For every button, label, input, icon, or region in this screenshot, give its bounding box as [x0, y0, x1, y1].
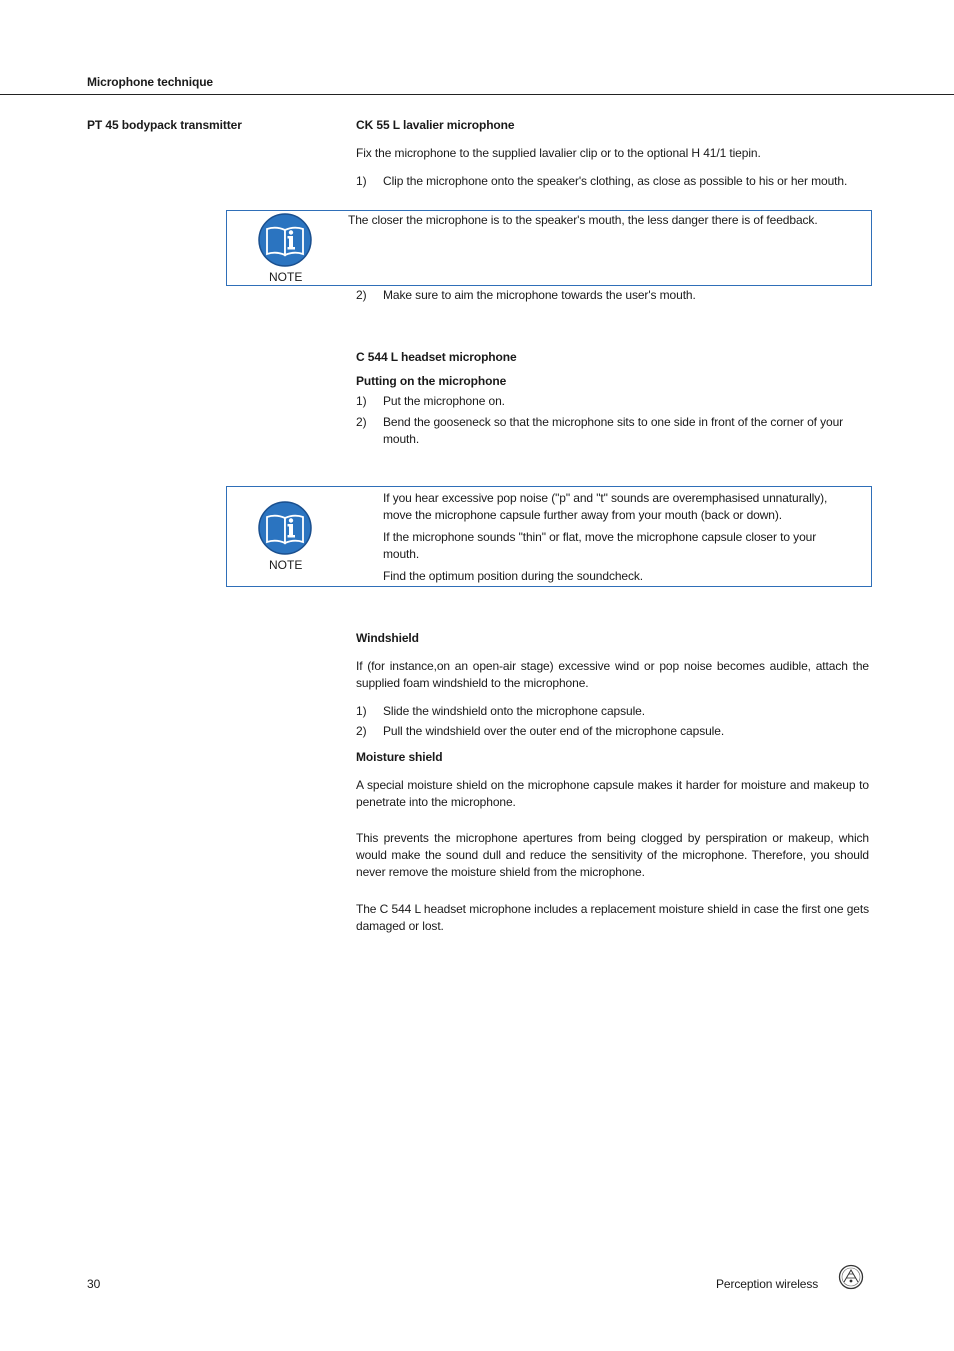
note-label: NOTE [269, 558, 303, 572]
c544-heading: C 544 L headset microphone [356, 350, 517, 364]
ck55-step-1 [356, 173, 869, 207]
note-label: NOTE [269, 270, 303, 284]
moisture-heading: Moisture shield [356, 750, 443, 764]
moisture-paragraph-3: The C 544 L headset microphone includes a replacement moisture shield in case the first one gets damaged or lost. [356, 902, 869, 933]
note-box-feedback [226, 210, 872, 286]
ck55-step-2 [356, 287, 869, 304]
step-number: 1) [356, 394, 367, 408]
info-book-icon [258, 213, 312, 267]
c544-step-2 [356, 414, 869, 448]
step-text: Bend the gooseneck so that the microphone sits to one side in front of the corner of your mouth. [383, 415, 844, 446]
note-paragraph-1: If you hear excessive pop noise ("p" and "t" sounds are overemphasised unnaturally), move the microphone capsule further away from your mouth (back or down). [383, 491, 828, 522]
akg-logo-icon [838, 1264, 864, 1290]
header-rule [0, 94, 954, 95]
windshield-step-1 [356, 703, 869, 720]
footer-product: Perception wireless [716, 1277, 819, 1291]
step-text: Pull the windshield over the outer end of the microphone capsule. [383, 724, 725, 738]
c544-step-1 [356, 393, 869, 410]
step-number: 2) [356, 415, 367, 429]
step-text: Slide the windshield onto the microphone capsule. [383, 704, 645, 718]
step-number: 1) [356, 704, 367, 718]
moisture-paragraph-2: This prevents the microphone apertures from being clogged by perspiration or makeup, which would make the sound dull and reduce the sensitivity of the microphone. Therefore, you should never remove the moisture shield from the microphone. [356, 831, 869, 879]
step-text: Make sure to aim the microphone towards the user's mouth. [383, 288, 696, 302]
note-text: The closer the microphone is to the speaker's mouth, the less danger there is of feedback. [348, 213, 818, 227]
ck55-intro: Fix the microphone to the supplied lavalier clip or to the optional H 41/1 tiepin. [356, 146, 761, 160]
ck55-heading: CK 55 L lavalier microphone [356, 118, 515, 132]
step-number: 1) [356, 174, 367, 188]
windshield-heading: Windshield [356, 631, 419, 645]
info-book-icon [258, 501, 312, 555]
section-title: Microphone technique [87, 75, 214, 89]
note-box-positioning [226, 486, 872, 587]
left-heading: PT 45 bodypack transmitter [87, 118, 242, 132]
step-text: Put the microphone on. [383, 394, 505, 408]
c544-subheading: Putting on the microphone [356, 374, 507, 388]
windshield-step-2 [356, 723, 869, 740]
note-paragraph-3: Find the optimum position during the soundcheck. [383, 569, 644, 583]
moisture-paragraph-1: A special moisture shield on the microphone capsule makes it harder for moisture and makeup to penetrate into the microphone. [356, 778, 869, 809]
note-paragraph-2: If the microphone sounds "thin" or flat, move the microphone capsule closer to your mouth. [383, 530, 817, 561]
step-number: 2) [356, 288, 367, 302]
step-number: 2) [356, 724, 367, 738]
page-number: 30 [87, 1277, 101, 1291]
windshield-intro: If (for instance,on an open-air stage) excessive wind or pop noise becomes audible, attach the supplied foam windshield to the microphone. [356, 659, 869, 690]
step-text: Clip the microphone onto the speaker's clothing, as close as possible to his or her mouth. [383, 174, 848, 188]
